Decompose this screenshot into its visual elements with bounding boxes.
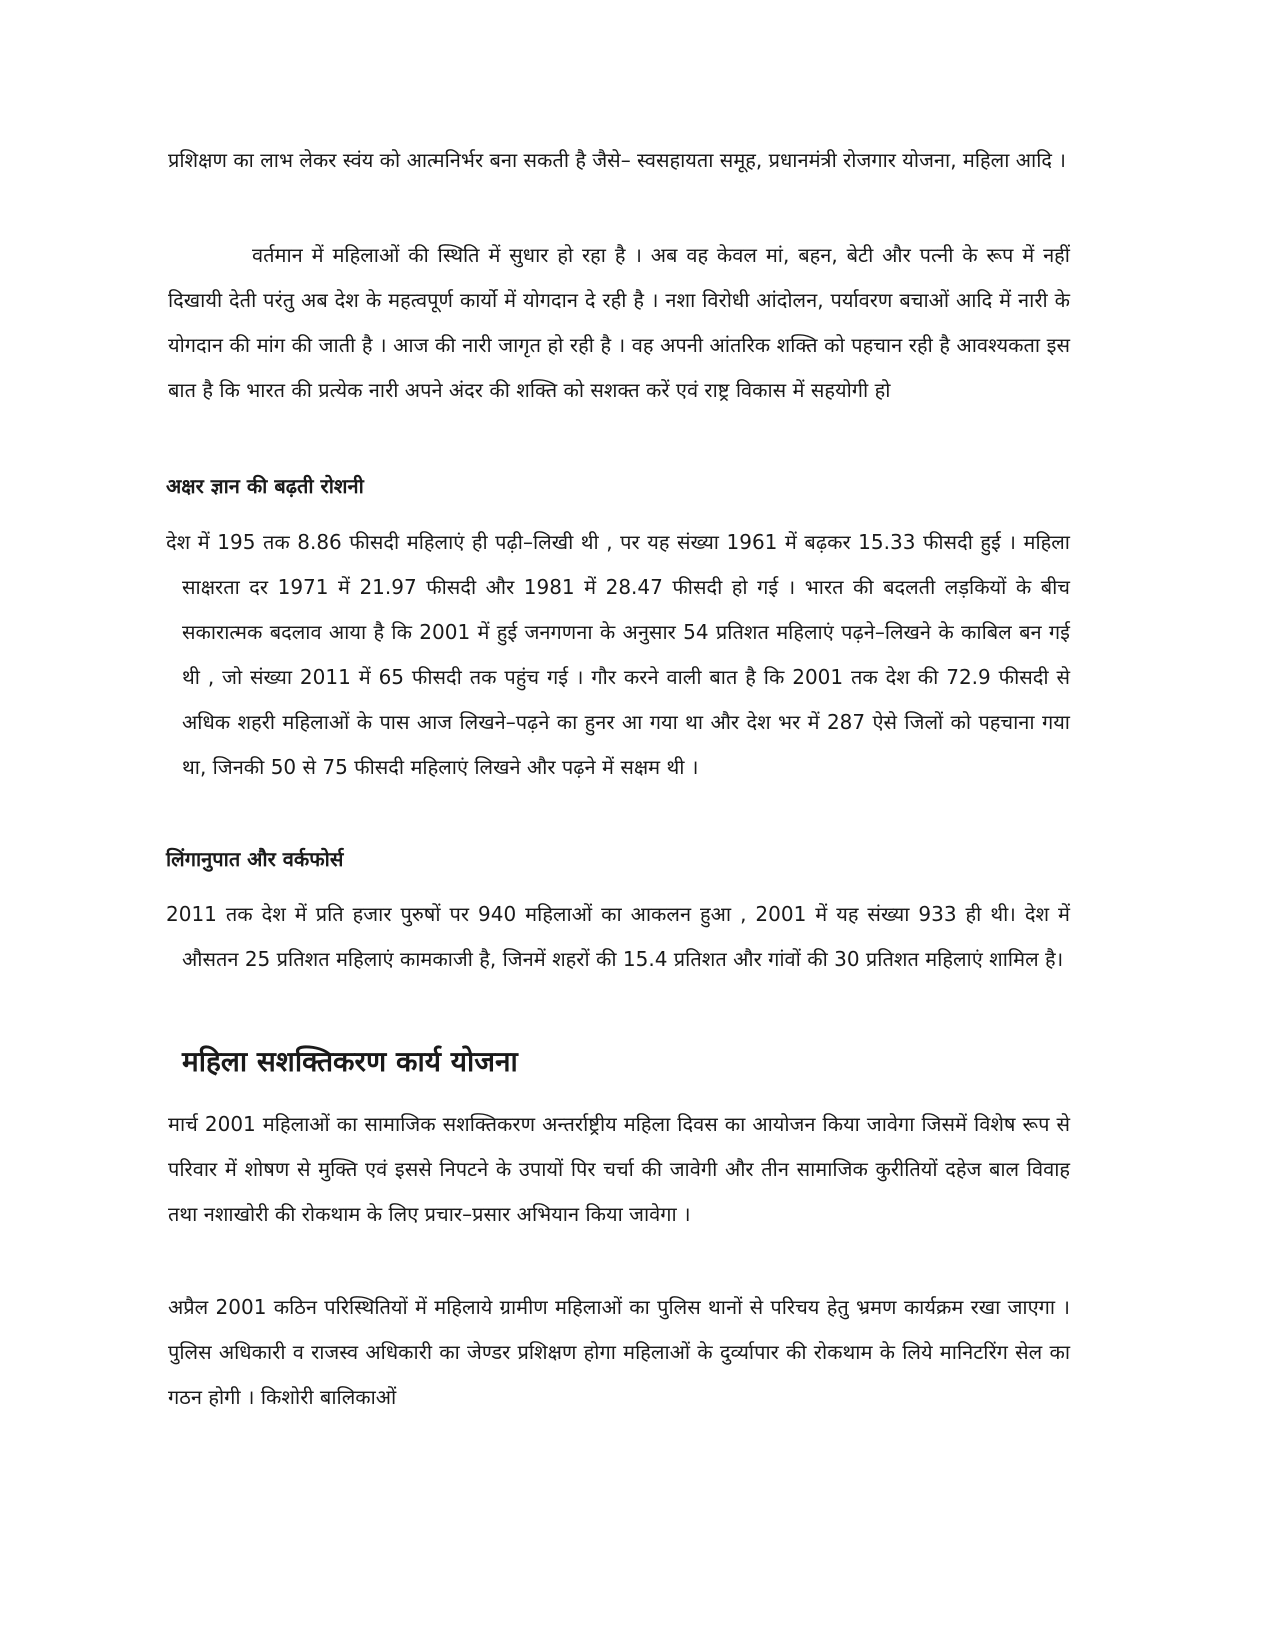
paragraph-march-2001: मार्च 2001 महिलाओं का सामाजिक सशक्तिकरण अन्तर्राष्ट्रीय महिला दिवस का आयोजन किया जावेगा जिसमें विशेष रूप से परिवार में शोषण से मुक्ति एवं इससे निपटने के उपायों पिर चर्चा की जावेगी और तीन सामाजिक कुरीतियों दहेज बाल विवाह तथा नशाखोरी की रोकथाम के लिए प्रचार–प्रसार अभियान किया जावेगा । — [168, 1112, 1070, 1226]
paragraph-training: प्रशिक्षण का लाभ लेकर स्वंय को आत्मनिर्भर बना सकती है जैसे– स्वसहायता समूह, प्रधानमंत्री रोजगार योजना, महिला आदि । — [168, 148, 1066, 172]
heading-sex-ratio: लिंगानुपात और वर्कफोर्स — [166, 847, 344, 871]
heading-literacy: अक्षर ज्ञान की बढ़ती रोशनी — [166, 474, 364, 498]
paragraph-literacy: देश में 195 तक 8.86 फीसदी महिलाएं ही पढ़ी–लिखी थी , पर यह संख्या 1961 में बढ़कर 15.33 फीसदी हुई । महिला साक्षरता दर 1971 में 21.97 फीसदी और 1981 में 28.47 फीसदी हो गई । भारत की बदलती लड़कियों के बीच सकारात्मक बदलाव आया है कि 2001 में हुई जनगणना के अनुसार 54 प्रतिशत महिलाएं पढ़ने–लिखने के काबिल बन गई थी , जो संख्या 2011 में 65 फीसदी तक पहुंच गई । गौर करने वाली बात है कि 2001 तक देश की 72.9 फीसदी से अधिक शहरी महिलाओं के पास आज लिखने–पढ़ने का हुनर आ गया था और देश भर में 287 ऐसे जिलों को पहचाना गया था, जिनकी 50 से 75 फीसदी महिलाएं लिखने और पढ़ने में सक्षम थी । — [166, 530, 1070, 779]
paragraph-women-status: वर्तमान में महिलाओं की स्थिति में सुधार हो रहा है । अब वह केवल मां, बहन, बेटी और पत्नी के रूप में नहीं दिखायी देती परंतु अब देश के महत्वपूर्ण कार्यो में योगदान दे रही है । नशा विरोधी आंदोलन, पर्यावरण बचाओं आदि में नारी के योगदान की मांग की जाती है । आज की नारी जागृत हो रही है । वह अपनी आंतरिक शक्ति को पहचान रही है आवश्यकता इस बात है कि भारत की प्रत्येक नारी अपने अंदर की शक्ति को सशक्त करें एवं राष्ट्र विकास में सहयोगी हो — [168, 243, 1070, 402]
paragraph-sex-ratio: 2011 तक देश में प्रति हजार पुरुषों पर 940 महिलाओं का आकलन हुआ , 2001 में यह संख्या 933 ही थी। देश में औसतन 25 प्रतिशत महिलाएं कामकाजी है, जिनमें शहरों की 15.4 प्रतिशत और गांवों की 30 प्रतिशत महिलाएं शामिल है। — [166, 902, 1070, 971]
heading-action-plan: महिला सशक्तिकरण कार्य योजना — [182, 1045, 518, 1078]
paragraph-april-2001: अप्रैल 2001 कठिन परिस्थितियों में महिलाये ग्रामीण महिलाओं का पुलिस थानों से परिचय हेतु भ्रमण कार्यक्रम रखा जाएगा । पुलिस अधिकारी व राजस्व अधिकारी का जेण्डर प्रशिक्षण होगा महिलाओं के दुर्व्यापार की रोकथाम के लिये मानिटरिंग सेल का गठन होगी । किशोरी बालिकाओं — [168, 1295, 1070, 1409]
